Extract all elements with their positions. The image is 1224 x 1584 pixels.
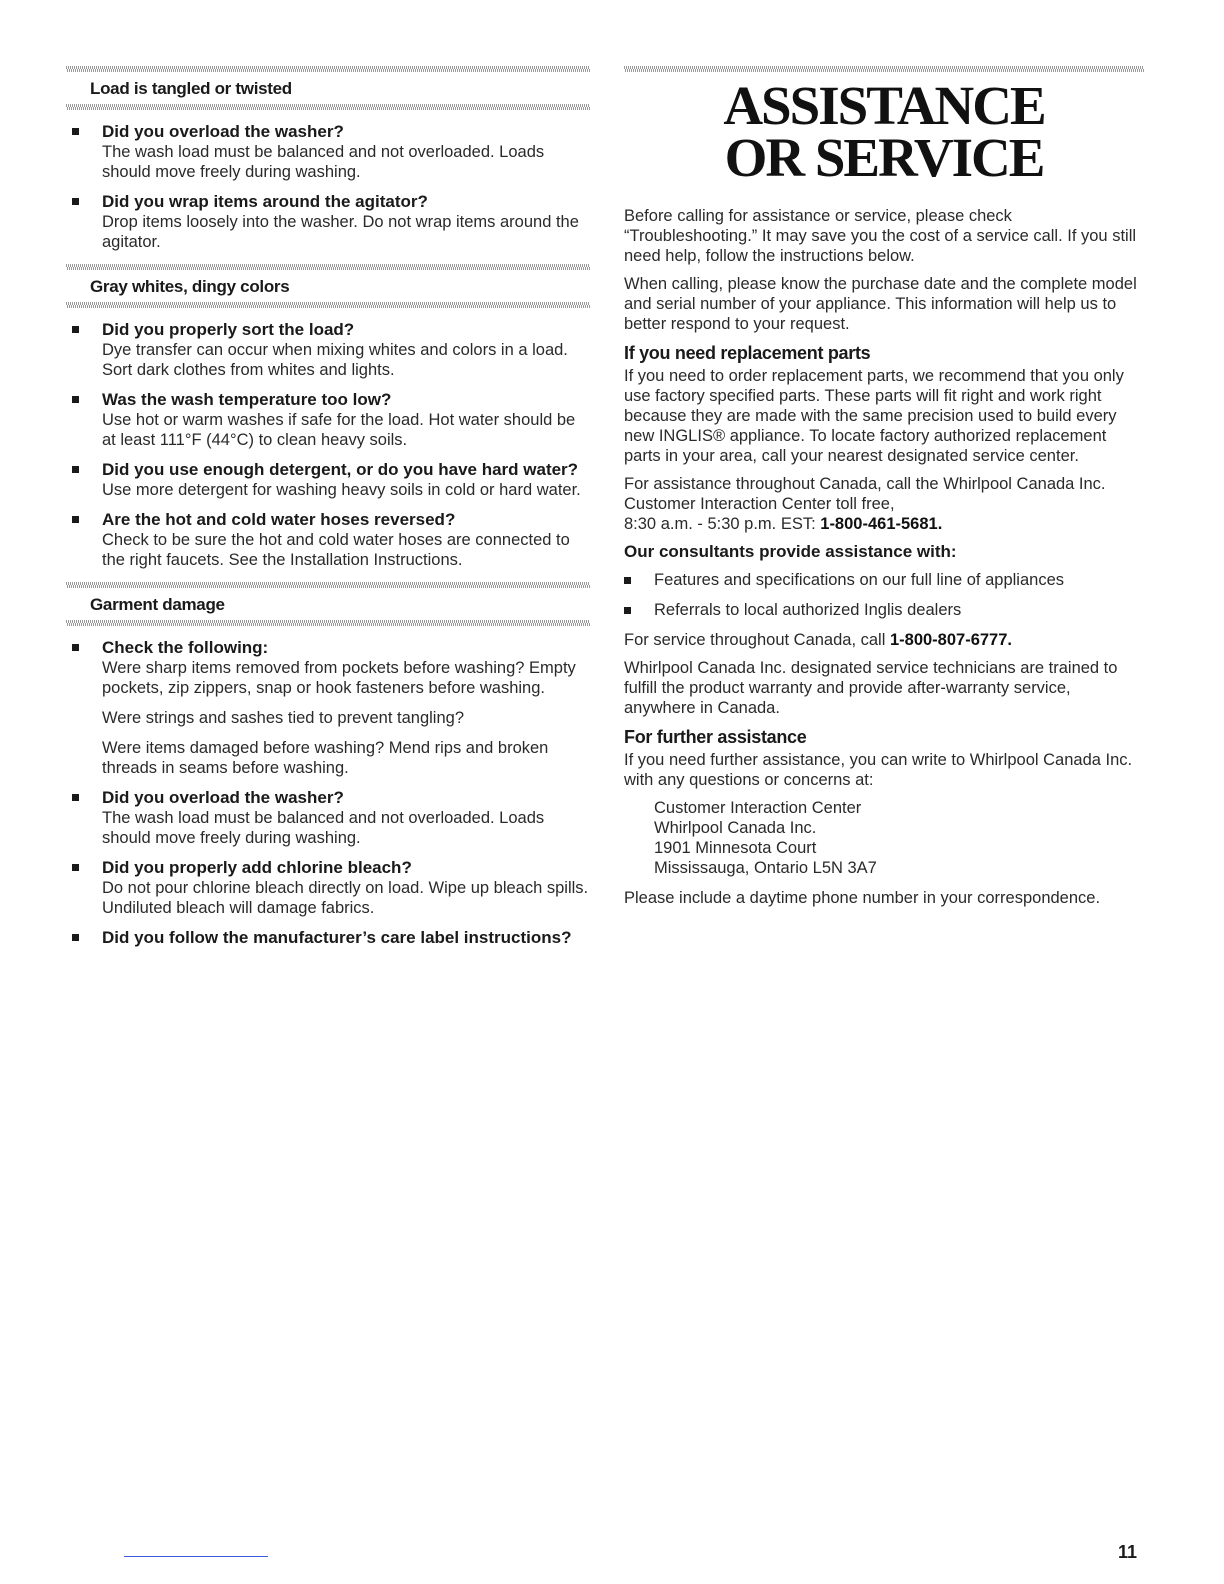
answer: Were strings and sashes tied to prevent tangling? xyxy=(102,709,464,727)
list-item-text: Referrals to local authorized Inglis dealers xyxy=(654,601,962,619)
list-item xyxy=(66,858,590,918)
bullet-icon xyxy=(624,607,631,614)
section-header xyxy=(66,66,590,110)
list-item-text: Features and specifications on our full line of appliances xyxy=(654,571,1064,589)
question: Did you follow the manufacturer’s care label instructions? xyxy=(102,928,572,947)
section-header xyxy=(66,582,590,626)
bullet-icon xyxy=(72,466,79,473)
title-line: ASSISTANCE xyxy=(723,75,1045,136)
question: Did you properly sort the load? xyxy=(102,320,355,339)
question-list xyxy=(66,320,590,570)
section-divider xyxy=(66,302,590,308)
question: Was the wash temperature too low? xyxy=(102,390,392,409)
address-line: Customer Interaction Center xyxy=(654,799,862,817)
list-item xyxy=(66,510,590,570)
answer: Use hot or warm washes if safe for the load. Hot water should be at least 111°F (44°C) to clean heavy soils. xyxy=(102,411,576,449)
question-list xyxy=(66,122,590,252)
bullet-icon xyxy=(624,577,631,584)
answer: The wash load must be balanced and not overloaded. Loads should move freely during washing. xyxy=(102,143,545,181)
bullet-icon xyxy=(72,934,79,941)
section-title: Garment damage xyxy=(90,595,225,614)
intro-paragraph: When calling, please know the purchase date and the complete model and serial number of your appliance. This information will help us to better respond to your request. xyxy=(624,275,1137,333)
answer: Use more detergent for washing heavy soils in cold or hard water. xyxy=(102,481,581,499)
question: Did you overload the washer? xyxy=(102,788,344,807)
consultants-list xyxy=(624,570,1144,620)
list-item xyxy=(66,638,590,778)
section-title: Gray whites, dingy colors xyxy=(90,277,290,296)
answer: Dye transfer can occur when mixing whites and colors in a load. Sort dark clothes from whites and lights. xyxy=(102,341,568,379)
answer: The wash load must be balanced and not overloaded. Loads should move freely during washing. xyxy=(102,809,545,847)
bullet-icon xyxy=(72,198,79,205)
troubleshooting-section xyxy=(66,264,590,570)
list-item xyxy=(624,570,1144,590)
bullet-icon xyxy=(72,794,79,801)
answer: Drop items loosely into the washer. Do not wrap items around the agitator. xyxy=(102,213,579,251)
bullet-icon xyxy=(72,396,79,403)
answer: Check to be sure the hot and cold water hoses are connected to the right faucets. See the Installation Instructions. xyxy=(102,531,570,569)
title-line: OR SERVICE xyxy=(724,127,1044,188)
canada-text: For assistance throughout Canada, call the Whirlpool Canada Inc. Customer Interaction Center toll free, xyxy=(624,475,1106,513)
answer: Do not pour chlorine bleach directly on load. Wipe up bleach spills. Undiluted bleach will damage fabrics. xyxy=(102,879,589,917)
address-line: Whirlpool Canada Inc. xyxy=(654,819,817,837)
question: Are the hot and cold water hoses reversed? xyxy=(102,510,456,529)
troubleshooting-column xyxy=(66,66,590,960)
answer: Were sharp items removed from pockets before washing? Empty pockets, zip zippers, snap or hook fasteners before washing. xyxy=(102,659,576,697)
bullet-icon xyxy=(72,128,79,135)
question: Did you use enough detergent, or do you have hard water? xyxy=(102,460,579,479)
section-title: Load is tangled or twisted xyxy=(90,79,292,98)
answer: Were items damaged before washing? Mend rips and broken threads in seams before washing. xyxy=(102,739,549,777)
further-heading: For further assistance xyxy=(624,727,807,747)
intro-paragraph: Before calling for assistance or service, please check “Troubleshooting.” It may save you the cost of a service call. If you still need help, follow the instructions below. xyxy=(624,207,1137,265)
replacement-paragraph: If you need to order replacement parts, we recommend that you only use factory specified parts. These parts will fit right and work right because they are made with the same precision used to build every new INGLIS® appliance. To locate factory authorized replacement parts in your area, call your nearest designated service center. xyxy=(624,367,1124,465)
further-paragraph: If you need further assistance, you can write to Whirlpool Canada Inc. with any questions or concerns at: xyxy=(624,751,1133,789)
mailing-address xyxy=(624,798,1144,878)
technicians-paragraph: Whirlpool Canada Inc. designated service technicians are trained to fulfill the product warranty and provide after-warranty service, anywhere in Canada. xyxy=(624,659,1118,717)
canada-phone: 1-800-461-5681. xyxy=(820,515,943,533)
address-line: 1901 Minnesota Court xyxy=(654,839,817,857)
service-paragraph xyxy=(624,630,1144,650)
list-item xyxy=(66,122,590,182)
page-number: 11 xyxy=(1118,1542,1138,1562)
address-line: Mississauga, Ontario L5N 3A7 xyxy=(654,859,877,877)
assistance-column xyxy=(624,66,1144,916)
consultants-heading: Our consultants provide assistance with: xyxy=(624,542,957,561)
question: Did you overload the washer? xyxy=(102,122,344,141)
bullet-icon xyxy=(72,326,79,333)
list-item xyxy=(66,192,590,252)
troubleshooting-section xyxy=(66,582,590,948)
question-list xyxy=(66,638,590,948)
footer-line xyxy=(124,1556,268,1557)
title-divider xyxy=(624,66,1144,72)
section-divider xyxy=(66,104,590,110)
list-item xyxy=(624,600,1144,620)
list-item xyxy=(66,320,590,380)
bullet-icon xyxy=(72,516,79,523)
bullet-icon xyxy=(72,864,79,871)
canada-paragraph xyxy=(624,474,1144,534)
section-divider xyxy=(66,620,590,626)
question: Did you properly add chlorine bleach? xyxy=(102,858,412,877)
question: Check the following: xyxy=(102,638,269,657)
section-header xyxy=(66,264,590,308)
canada-hours: 8:30 a.m. - 5:30 p.m. EST: xyxy=(624,515,821,533)
troubleshooting-section xyxy=(66,66,590,252)
list-item xyxy=(66,390,590,450)
list-item xyxy=(66,460,590,500)
service-text: For service throughout Canada, call xyxy=(624,631,890,649)
bullet-icon xyxy=(72,644,79,651)
list-item xyxy=(66,788,590,848)
question: Did you wrap items around the agitator? xyxy=(102,192,428,211)
service-phone: 1-800-807-6777. xyxy=(889,631,1012,649)
closing-paragraph: Please include a daytime phone number in your correspondence. xyxy=(624,889,1101,907)
replacement-heading: If you need replacement parts xyxy=(624,343,871,363)
list-item xyxy=(66,928,590,948)
page-title xyxy=(624,75,1144,188)
